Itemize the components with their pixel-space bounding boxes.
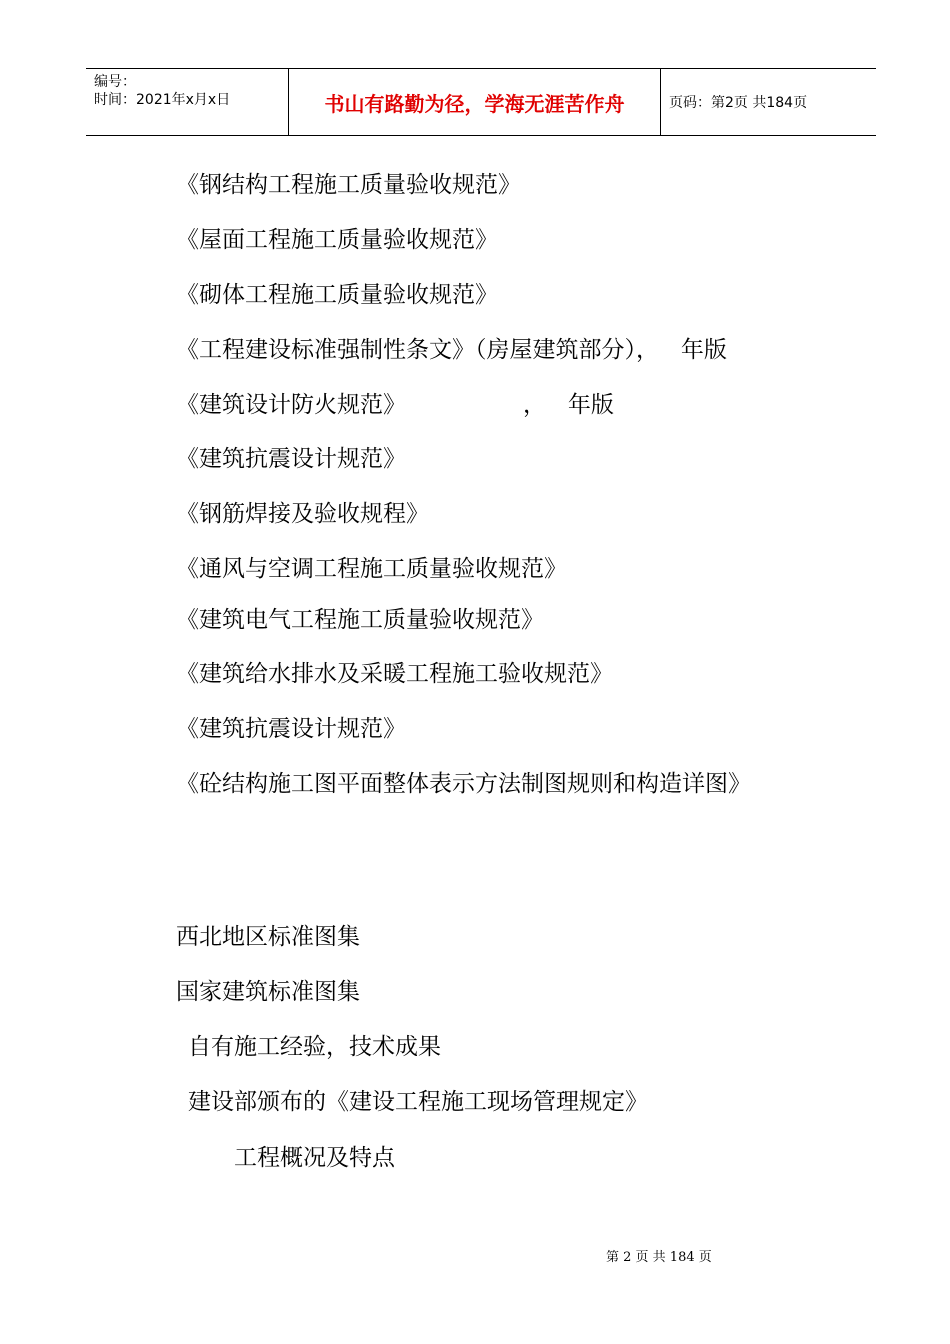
body-line-13: 西北地区标准图集 (176, 924, 360, 950)
body-line-12: 《砼结构施工图平面整体表示方法制图规则和构造详图》 (176, 771, 751, 797)
header-page-info: 页码：第2页 共184页 (669, 95, 808, 111)
body-line-4: 《工程建设标准强制性条文》（房屋建筑部分）， 年版 (176, 337, 727, 363)
body-line-7: 《钢筋焊接及验收规程》 (176, 501, 429, 527)
time-label: 时间：2021年x月x日 (94, 92, 231, 108)
body-line-11: 《建筑抗震设计规范》 (176, 716, 406, 742)
body-line-10: 《建筑给水排水及采暖工程施工验收规范》 (176, 661, 613, 687)
page-header (86, 68, 876, 136)
page-footer: 第 2 页 共 184 页 (606, 1250, 712, 1265)
body-line-6: 《建筑抗震设计规范》 (176, 446, 406, 472)
body-line-8: 《通风与空调工程施工质量验收规范》 (176, 556, 567, 582)
body-line-1: 《钢结构工程施工质量验收规范》 (176, 172, 521, 198)
body-line-16: 建设部颁布的《建设工程施工现场管理规定》 (188, 1089, 648, 1115)
body-line-14: 国家建筑标准图集 (176, 979, 360, 1005)
body-line-2: 《屋面工程施工质量验收规范》 (176, 227, 498, 253)
body-line-3: 《砌体工程施工质量验收规范》 (176, 282, 498, 308)
header-motto: 书山有路勤为径，学海无涯苦作舟 (288, 69, 661, 135)
body-line-17: 工程概况及特点 (234, 1145, 395, 1171)
body-line-9: 《建筑电气工程施工质量验收规范》 (176, 607, 544, 633)
header-meta (86, 69, 288, 135)
body-line-15: 自有施工经验，技术成果 (188, 1034, 441, 1060)
body-line-5: 《建筑设计防火规范》 ， 年版 (176, 392, 614, 418)
number-label: 编号： (94, 74, 136, 90)
